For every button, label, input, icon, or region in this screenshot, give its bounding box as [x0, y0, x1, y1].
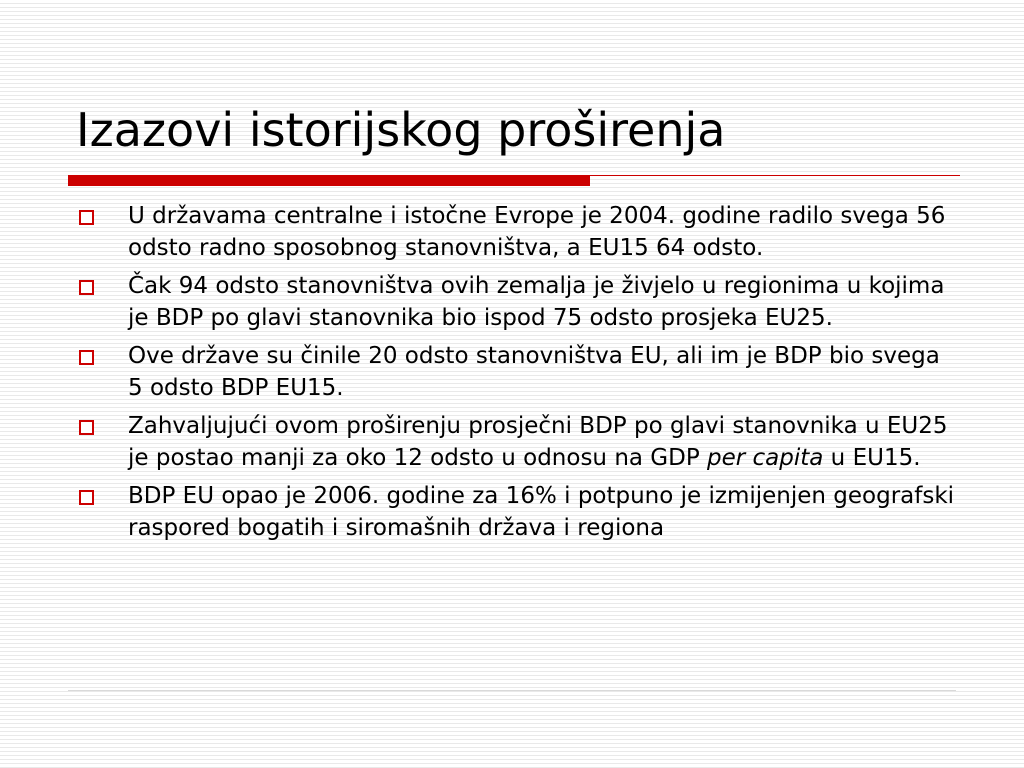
bullet-text: Ove države su činile 20 odsto stanovništva EU, ali im je BDP bio svega 5 odsto BDP EU15.: [128, 343, 940, 401]
bullet-text-part: Zahvaljujući ovom proširenju prosječni BDP po glavi stanovnika u EU25 je postao manji za oko 12 odsto u odnosu na GDP: [128, 413, 948, 471]
hollow-square-icon: [79, 280, 94, 295]
bullet-text-part: u EU15.: [823, 445, 921, 471]
hollow-square-icon: [79, 210, 94, 225]
bullet-text: U državama centralne i istočne Evrope je 2004. godine radilo svega 56 odsto radno sposobnog stanovništva, a EU15 64 odsto.: [128, 203, 946, 261]
bullet-item: [76, 340, 956, 404]
hollow-square-icon: [79, 420, 94, 435]
bullet-item: [76, 480, 956, 544]
bullet-item: [76, 270, 956, 334]
bullet-text: BDP EU opao je 2006. godine za 16% i potpuno je izmijenjen geografski raspored bogatih i siromašnih država i regiona: [128, 483, 955, 541]
slide-title: Izazovi istorijskog proširenja: [76, 103, 726, 157]
hollow-square-icon: [79, 490, 94, 505]
bullet-list: [76, 200, 956, 550]
bullet-text: Čak 94 odsto stanovništva ovih zemalja je živjelo u regionima u kojima je BDP po glavi stanovnika bio ispod 75 odsto prosjeka EU25.: [128, 273, 945, 331]
bullet-item: [76, 200, 956, 264]
title-underline-thin: [590, 175, 960, 176]
bullet-item: [76, 410, 956, 474]
bottom-divider: [68, 690, 956, 691]
title-underline-accent: [68, 175, 590, 186]
bullet-text-italic: per capita: [707, 445, 824, 471]
hollow-square-icon: [79, 350, 94, 365]
